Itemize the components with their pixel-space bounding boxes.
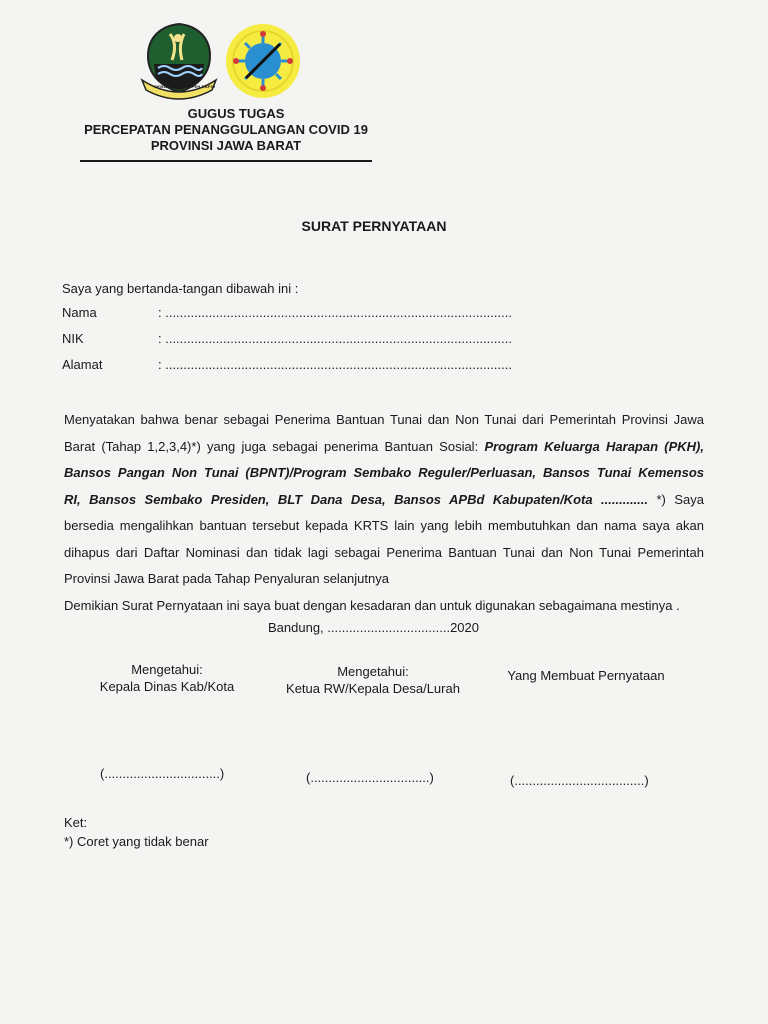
signature-3-line1: Yang Membuat Pernyataan (507, 668, 665, 683)
signature-3-blank: (....................................) (510, 773, 649, 788)
field-value-nik: : ................................................................................................ (158, 331, 512, 346)
notes-heading: Ket: (64, 815, 88, 830)
statement-line: Bansos Pangan Non Tunai (BPNT)/Program Sembako Reguler/Perluasan, Bansos Tunai Kemensos (64, 465, 704, 480)
closing-line: Demikian Surat Pernyataan ini saya buat dengan kesadaran dan untuk digunakan sebagaimana mestinya . (64, 597, 680, 613)
header-divider (80, 160, 372, 162)
statement-line: bersedia mengalihkan bantuan tersebut kepada KRTS lain yang lebih membutuhkan dan nama saya akan (64, 518, 704, 533)
field-label-alamat: Alamat (62, 357, 103, 372)
signature-1-line2: Kepala Dinas Kab/Kota (99, 679, 235, 694)
header-line-3: PROVINSI JAWA BARAT (150, 138, 302, 153)
signature-block-1 (92, 661, 242, 695)
field-value-alamat: : ................................................................................................ (158, 357, 512, 372)
field-label-nama: Nama (62, 305, 97, 320)
signature-1-line1: Mengetahui: (131, 662, 203, 677)
statement-line: RI, Bansos Sembako Presiden, BLT Dana Desa, Bansos APBd Kabupaten/Kota ............. *) Saya (64, 491, 705, 507)
emblem-ribbon-text: GEMAH RIPAH REPEH RAPIH (154, 84, 216, 89)
statement-line: Provinsi Jawa Barat pada Tahap Penyaluran selanjutnya (64, 571, 389, 586)
field-value-nama: : ................................................................................................ (158, 305, 512, 320)
statement-paragraph (64, 407, 704, 619)
covid-task-force-logo (224, 22, 302, 100)
signature-block-2 (278, 663, 468, 697)
statement-line: Barat (Tahap 1,2,3,4)*) yang juga sebagai penerima Bantuan Sosial: Program Keluarga Harapan (PKH), (64, 438, 704, 454)
notes-item: *) Coret yang tidak benar (64, 834, 209, 849)
header-line-2: PERCEPATAN PENANGGULANGAN COVID 19 (84, 122, 368, 137)
signature-2-line1: Mengetahui: (337, 664, 409, 679)
signature-1-blank: (................................) (100, 766, 225, 781)
document-title: SURAT PERNYATAAN (301, 218, 447, 234)
jawa-barat-emblem-logo (140, 20, 218, 98)
signature-2-line2: Ketua RW/Kepala Desa/Lurah (286, 681, 460, 696)
field-label-nik: NIK (62, 331, 84, 346)
intro-text: Saya yang bertanda-tangan dibawah ini : (62, 281, 299, 296)
statement-line: Menyatakan bahwa benar sebagai Penerima Bantuan Tunai dan Non Tunai dari Pemerintah Provinsi Jawa (64, 412, 704, 427)
signature-2-blank: (.................................) (306, 770, 434, 785)
statement-line: dihapus dari Daftar Nominasi dan tidak lagi sebagai Penerima Bantuan Tunai dan Non Tunai Pemerintah (64, 544, 704, 560)
header-line-1: GUGUS TUGAS (187, 106, 285, 121)
signature-block-3 (496, 667, 676, 684)
place-date: Bandung, ..................................2020 (268, 620, 479, 635)
